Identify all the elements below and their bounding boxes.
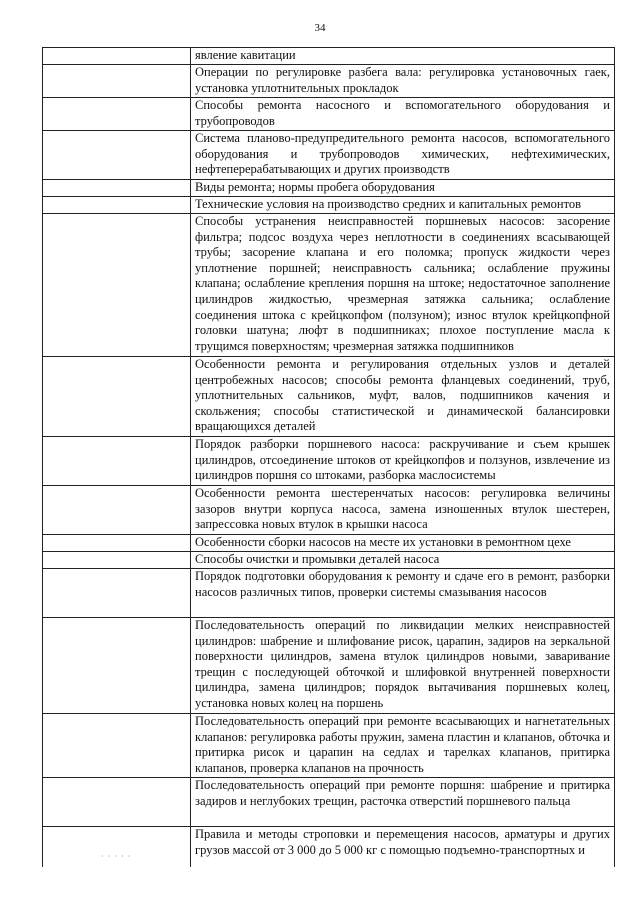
table-cell: Порядок подготовки оборудования к ремонту и сдаче его в ремонт, разборки насосов различных типов, проверки системы смазывания насосов	[195, 569, 610, 599]
table-cell: Способы устранения неисправностей поршневых насосов: засорение фильтра; подсос воздуха через неплотности в соединениях всасывающей трубы; засорение клапана и его поломка; пропуск жидкости через уплотнение поршней; неисправность сальника; ослабление пружины клапана; ослабление крепления поршня на штоке; недостаточное заполнение цилиндров жидкостью, чрезмерная затяжка сальника; ослабление соединения штока с крейцкопфом (ползуном); износ втулок крейцкопфной головки шатуна; люфт в подшипниках; плохое поступление масла к трущимся поверхностям; чрезмерная затяжка подшипников	[195, 214, 610, 353]
table-row	[43, 357, 614, 437]
table-cell: Способы ремонта насосного и вспомогательного оборудования и трубопроводов	[195, 98, 610, 128]
table-cell: Последовательность операций при ремонте всасывающих и нагнетательных клапанов: регулировка работы пружин, замена пластин и клапанов, обточка и притирка рисок и царапин на седлах и тарелках клапанов, притирка клапанов, проверка клапанов на прочность	[195, 714, 610, 775]
table-left-cell	[43, 48, 191, 64]
table-left-cell	[43, 197, 191, 213]
table-row	[43, 65, 614, 98]
table-left-cell	[43, 131, 191, 179]
table-left-cell	[43, 552, 191, 568]
table-row	[43, 48, 614, 65]
table-row	[43, 569, 614, 618]
table-cell: Последовательность операций при ремонте поршня: шабрение и притирка задиров и неглубоких трещин, расточка отверстий поршневого пальца	[195, 778, 610, 808]
table-cell: Особенности ремонта шестеренчатых насосов: регулировка величины зазоров внутри корпуса насоса, замена изношенных втулок шестерен, запрессовка новых втулок в крышки насоса	[195, 486, 610, 532]
table-row	[43, 180, 614, 197]
table-cell: Система планово-предупредительного ремонта насосов, вспомогательного оборудования и трубопроводов химических, нефтехимических, нефтеперерабатывающих и других производств	[195, 131, 610, 177]
table-left-cell	[43, 357, 191, 436]
table-row	[43, 131, 614, 180]
table-left-cell	[43, 618, 191, 713]
table-cell: Особенности сборки насосов на месте их установки в ремонтном цехе	[195, 535, 571, 549]
table-cell: Правила и методы строповки и перемещения насосов, арматуры и других грузов массой от 3 000 до 5 000 кг с помощью подъемно-транспортных и	[195, 827, 610, 857]
table-row	[43, 197, 614, 214]
table-left-cell	[43, 98, 191, 130]
table-left-cell	[43, 437, 191, 485]
table-row	[43, 778, 614, 827]
table-cell: Последовательность операций по ликвидации мелких неисправностей цилиндров: шабрение и шлифование рисок, царапин, задиров на зеркальной поверхности цилиндров, замена втулок цилиндров новыми, заваривание трещин с последующей обточкой и шлифовкой внутренней поверхности цилиндра, замена цилиндров; порядок вытачивания поршневых колец, установка новых колец на поршень	[195, 618, 610, 710]
table-cell: Виды ремонта; нормы пробега оборудования	[195, 180, 435, 194]
table-left-cell	[43, 535, 191, 551]
table-cell: явление кавитации	[195, 48, 296, 62]
table-left-cell	[43, 486, 191, 534]
table-cell: Особенности ремонта и регулирования отдельных узлов и деталей центробежных насосов; способы ремонта фланцевых соединений, труб, уплотнительных сальников, муфт, валов, подшипников качения и скольжения; способы статистической и динамической балансировки вращающихся деталей	[195, 357, 610, 434]
table-row	[43, 714, 614, 778]
table-left-cell	[43, 714, 191, 777]
table-cell: Способы очистки и промывки деталей насоса	[195, 552, 440, 566]
table-cell: Операции по регулировке разбега вала: регулировка установочных гаек, установка уплотнительных прокладок	[195, 65, 610, 95]
table-row	[43, 98, 614, 131]
table-cell: Технические условия на производство средних и капитальных ремонтов	[195, 197, 582, 211]
table-row	[43, 535, 614, 552]
table-left-cell	[43, 214, 191, 356]
table-left-cell	[43, 65, 191, 97]
table-row	[43, 827, 614, 867]
table-left-cell	[43, 569, 191, 617]
table-left-cell	[43, 778, 191, 826]
table-row	[43, 214, 614, 357]
requirements-table	[42, 47, 615, 867]
table-cell: Порядок разборки поршневого насоса: раскручивание и съем крышек цилиндров, отсоединение штоков от крейцкопфов и ползунов, извлечение из цилиндров поршня со штоками, разборка маслосистемы	[195, 437, 610, 483]
table-row	[43, 437, 614, 486]
table-row	[43, 552, 614, 569]
table-left-cell	[43, 180, 191, 196]
table-row	[43, 486, 614, 535]
margin-mark-decoration: · · · · ·	[101, 852, 132, 861]
page-number: 34	[314, 22, 326, 34]
table-row	[43, 618, 614, 714]
table-left-cell	[43, 827, 191, 867]
